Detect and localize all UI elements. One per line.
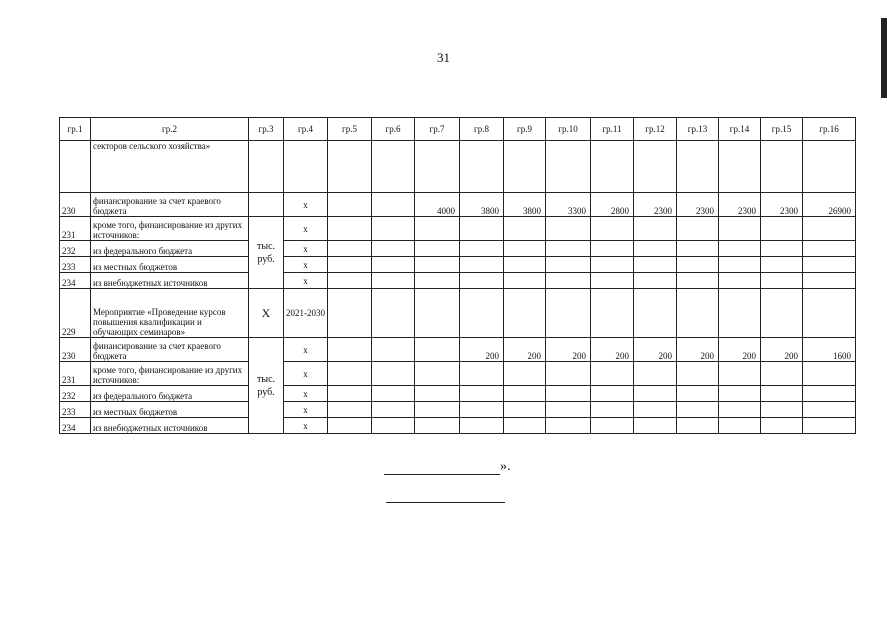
row-name: из федерального бюджета: [91, 241, 249, 257]
row-code: 230: [60, 338, 91, 362]
cell-g4: х: [284, 386, 328, 402]
activity-name: Мероприятие «Проведение курсов повышения квалификации и обучающих семинаров»: [91, 289, 249, 338]
cell-g9: 200: [504, 338, 546, 362]
cell-g4: х: [284, 273, 328, 289]
table-row: [60, 338, 856, 362]
header-cell: гр.9: [504, 118, 546, 141]
cell-g4: х: [284, 217, 328, 241]
header-cell: гр.13: [677, 118, 719, 141]
row-code: 234: [60, 273, 91, 289]
cell-g4: х: [284, 362, 328, 386]
header-cell: гр.3: [249, 118, 284, 141]
table-row: [60, 362, 856, 386]
cell-g11: 200: [591, 338, 634, 362]
cell-g13: 200: [677, 338, 719, 362]
header-cell: гр.4: [284, 118, 328, 141]
cell-g6: [372, 338, 415, 362]
cell-g6: [372, 193, 415, 217]
activity-row: [60, 289, 856, 338]
cell-g16: 1600: [803, 338, 856, 362]
cell-g12: 2300: [634, 193, 677, 217]
header-cell: гр.6: [372, 118, 415, 141]
cell-g4: х: [284, 418, 328, 434]
table-row: [60, 418, 856, 434]
header-cell: гр.11: [591, 118, 634, 141]
header-cell: гр.2: [91, 118, 249, 141]
row-code: 229: [60, 289, 91, 338]
row-name: из внебюджетных источников: [91, 418, 249, 434]
cell-g8: 3800: [460, 193, 504, 217]
cell-g4: х: [284, 241, 328, 257]
row-name: из внебюджетных источников: [91, 273, 249, 289]
row-code: 231: [60, 217, 91, 241]
cell-g12: 200: [634, 338, 677, 362]
row-name: из местных бюджетов: [91, 402, 249, 418]
period-cell: 2021-2030: [284, 289, 328, 338]
table-row: [60, 386, 856, 402]
closing-quote-mark: ».: [500, 459, 511, 474]
table-row: [60, 193, 856, 217]
page-number: 31: [437, 50, 450, 65]
row-name: кроме того, финансирование из других источников:: [91, 362, 249, 386]
table-row: [60, 273, 856, 289]
cell-g4: х: [284, 257, 328, 273]
header-cell: гр.14: [719, 118, 761, 141]
row-name: кроме того, финансирование из других источников:: [91, 217, 249, 241]
row-name: финансирование за счет краевого бюджета: [91, 338, 249, 362]
cell-g14: 2300: [719, 193, 761, 217]
cell-g16: 26900: [803, 193, 856, 217]
cell-g3: Х: [249, 289, 284, 338]
continuation-row: [60, 141, 856, 193]
cell-g5: [328, 338, 372, 362]
cell-g8: 200: [460, 338, 504, 362]
cell-g14: 200: [719, 338, 761, 362]
cell-g7: 4000: [415, 193, 460, 217]
closing-line: [384, 459, 511, 475]
row-code: 232: [60, 241, 91, 257]
header-cell: гр.5: [328, 118, 372, 141]
row-name: из местных бюджетов: [91, 257, 249, 273]
row-code: 232: [60, 386, 91, 402]
row-code: 233: [60, 257, 91, 273]
header-cell: гр.15: [761, 118, 803, 141]
separator-line: [386, 502, 505, 503]
cell-g5: [328, 193, 372, 217]
table-row: [60, 257, 856, 273]
row-code: 231: [60, 362, 91, 386]
header-cell: гр.12: [634, 118, 677, 141]
header-row: [60, 118, 856, 141]
table-row: [60, 402, 856, 418]
cell-g11: 2800: [591, 193, 634, 217]
budget-table: [59, 117, 856, 434]
row-code: 234: [60, 418, 91, 434]
cell-g4: х: [284, 193, 328, 217]
row-code: 233: [60, 402, 91, 418]
cell-g15: 2300: [761, 193, 803, 217]
closing-underline: [384, 464, 500, 475]
unit-cell: тыс. руб.: [249, 217, 284, 289]
row-name: финансирование за счет краевого бюджета: [91, 193, 249, 217]
cell-g10: 3300: [546, 193, 591, 217]
header-cell: гр.10: [546, 118, 591, 141]
row-name: из федерального бюджета: [91, 386, 249, 402]
unit-cell: тыс. руб.: [249, 338, 284, 434]
cell-g4: х: [284, 402, 328, 418]
cell-g9: 3800: [504, 193, 546, 217]
cell-g7: [415, 338, 460, 362]
cell-g10: 200: [546, 338, 591, 362]
header-cell: гр.16: [803, 118, 856, 141]
cell-g4: х: [284, 338, 328, 362]
table-row: [60, 217, 856, 241]
header-cell: гр.8: [460, 118, 504, 141]
row-code: 230: [60, 193, 91, 217]
table-row: [60, 241, 856, 257]
continuation-text: секторов сельского хозяйства»: [91, 141, 249, 193]
header-cell: гр.7: [415, 118, 460, 141]
header-cell: гр.1: [60, 118, 91, 141]
cell-g15: 200: [761, 338, 803, 362]
cell-g13: 2300: [677, 193, 719, 217]
